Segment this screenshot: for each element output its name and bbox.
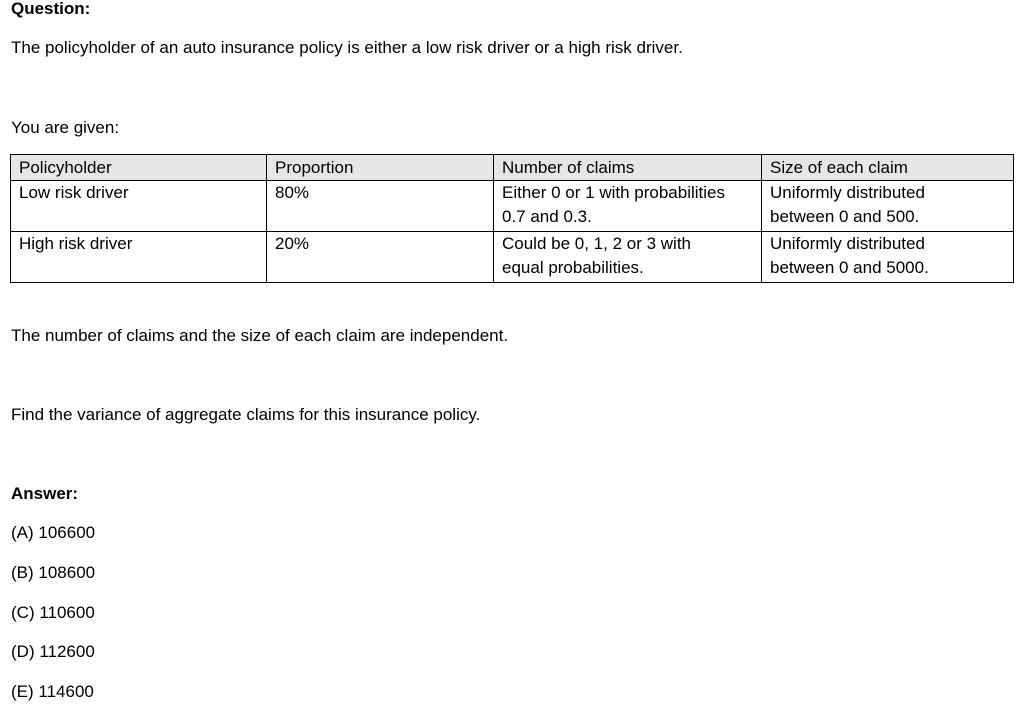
independence-statement: The number of claims and the size of each claim are independent. bbox=[11, 326, 509, 345]
cell-size-of-claim bbox=[762, 232, 1014, 283]
cell-text-line: equal probabilities. bbox=[502, 258, 644, 277]
table-header-row bbox=[11, 155, 1014, 181]
cell-policyholder: High risk driver bbox=[11, 232, 267, 283]
answer-option-c: (C) 110600 bbox=[11, 603, 95, 622]
cell-number-of-claims bbox=[494, 232, 762, 283]
given-table bbox=[10, 154, 1014, 283]
cell-policyholder: Low risk driver bbox=[11, 181, 267, 232]
answer-option-e: (E) 114600 bbox=[11, 682, 94, 701]
task-statement: Find the variance of aggregate claims for this insurance policy. bbox=[11, 405, 481, 424]
cell-text-line: 0.7 and 0.3. bbox=[502, 207, 592, 226]
given-intro: You are given: bbox=[11, 118, 120, 137]
table-row bbox=[11, 232, 1014, 283]
cell-text-line: between 0 and 5000. bbox=[770, 258, 929, 277]
cell-text-line: Could be 0, 1, 2 or 3 with bbox=[502, 234, 692, 253]
cell-text-line: between 0 and 500. bbox=[770, 207, 920, 226]
answer-option-a: (A) 106600 bbox=[11, 523, 96, 542]
cell-proportion: 80% bbox=[267, 181, 494, 232]
question-label: Question: bbox=[11, 0, 91, 18]
cell-text-line: Uniformly distributed bbox=[770, 234, 925, 253]
cell-proportion: 20% bbox=[267, 232, 494, 283]
table-row bbox=[11, 181, 1014, 232]
header-number-of-claims: Number of claims bbox=[494, 155, 762, 181]
answer-label: Answer: bbox=[11, 484, 79, 503]
question-text: The policyholder of an auto insurance policy is either a low risk driver or a high risk driver. bbox=[11, 38, 683, 57]
cell-text-line: Either 0 or 1 with probabilities bbox=[502, 183, 726, 202]
answer-option-b: (B) 108600 bbox=[11, 563, 96, 582]
header-proportion: Proportion bbox=[267, 155, 494, 181]
cell-text-line: Uniformly distributed bbox=[770, 183, 925, 202]
answer-option-d: (D) 112600 bbox=[11, 642, 95, 661]
header-policyholder: Policyholder bbox=[11, 155, 267, 181]
header-size-of-claim: Size of each claim bbox=[762, 155, 1014, 181]
cell-size-of-claim bbox=[762, 181, 1014, 232]
cell-number-of-claims bbox=[494, 181, 762, 232]
